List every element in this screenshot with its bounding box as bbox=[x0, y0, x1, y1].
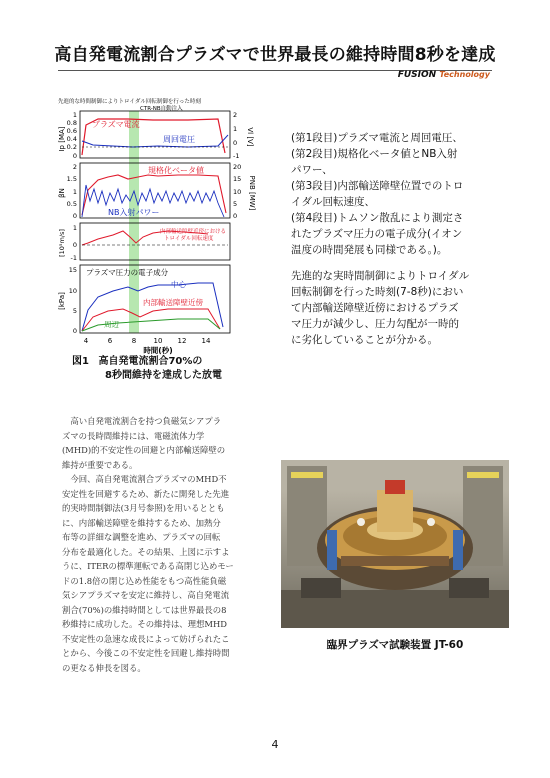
body-line: 不安定性の急速な成長によって妨げられたこ bbox=[62, 633, 230, 644]
series-label-nb-power: NB入射パワー bbox=[108, 208, 160, 217]
figure-explanation bbox=[291, 268, 501, 348]
body-line: ズマの長時間維持には、電磁流体力学 bbox=[62, 430, 205, 441]
panel-1-ylabel-right: Vl [V] bbox=[246, 127, 254, 147]
body-text bbox=[62, 414, 262, 675]
body-line: 維持が重要である。 bbox=[62, 459, 138, 470]
x-axis-label: 時間(秒) bbox=[143, 346, 173, 355]
body-line: 分布を最適化した。その結果、上図に示すよ bbox=[62, 546, 230, 557]
explanation-line: 先進的な実時間制御によりトロイダル bbox=[291, 270, 470, 282]
series-label-rotation-2: トロイダル回転速度 bbox=[164, 236, 214, 242]
p2-ytick-right: 15 bbox=[233, 175, 242, 183]
brand-technology: Technology bbox=[439, 70, 490, 79]
pressure-edge-line bbox=[82, 319, 220, 331]
note-line: (第3段目)内部輸送障壁位置でのトロ bbox=[291, 180, 464, 192]
panel-1-ylabel: Ip [MA] bbox=[58, 126, 66, 152]
p4-ytick: 10 bbox=[68, 287, 77, 295]
body-line: 安定性を回避するため、新たに開発した先進 bbox=[62, 488, 230, 499]
series-label-plasma-current: プラズマ電流 bbox=[92, 120, 140, 129]
body-line: 布等の詳細な調整を進め、プラズマの回転 bbox=[62, 532, 221, 542]
x-tick: 8 bbox=[131, 337, 137, 345]
loop-voltage-line bbox=[82, 135, 228, 147]
explanation-line: て内部輸送障壁近傍におけるプラズ bbox=[291, 302, 459, 314]
control-period-band bbox=[129, 111, 139, 333]
x-tick: 10 bbox=[153, 337, 163, 345]
caption-line-2: 8秒間維持を達成した放電 bbox=[105, 370, 222, 381]
page-title: 高自発電流割合プラズマで世界最長の維持時間8秒を達成 bbox=[54, 45, 496, 65]
body-line: 今回、高自発電流割合プラズマのMHD不 bbox=[62, 474, 227, 484]
body-line: 割合(70%)の維持時間としては世界最長の8 bbox=[62, 604, 227, 615]
note-line: パワー、 bbox=[291, 164, 333, 176]
p1-ytick: 0.2 bbox=[66, 143, 77, 151]
panel-1-frame bbox=[80, 111, 230, 158]
body-line: 気シアプラズマを安定に維持し、高自発電流 bbox=[62, 590, 230, 600]
series-label-center: 中心 bbox=[171, 280, 186, 289]
note-line: (第1段目)プラズマ電流と周回電圧、 bbox=[291, 132, 463, 144]
brand-fusion: FUSION bbox=[397, 70, 437, 80]
series-label-edge: 周辺 bbox=[104, 320, 119, 329]
body-line: 的実時間制御法(3月号参照)を用いるととも bbox=[62, 503, 225, 513]
panel-2-ylabel: βN bbox=[58, 188, 66, 198]
p2-ytick-right: 0 bbox=[233, 212, 238, 220]
body-line: の更なる伸長を図る。 bbox=[62, 662, 146, 673]
p2-ytick-right: 20 bbox=[233, 163, 242, 171]
figure-plot bbox=[58, 105, 258, 355]
series-label-loop-voltage: 周回電圧 bbox=[163, 135, 195, 144]
p4-ytick: 5 bbox=[72, 307, 77, 315]
series-label-itb: 内部輸送障壁近傍 bbox=[143, 298, 203, 307]
note-line: イダル回転速度、 bbox=[291, 196, 375, 208]
series-label-rotation-1: 内部輸送障壁近傍における bbox=[160, 229, 227, 235]
figure-1 bbox=[58, 97, 258, 372]
panel-4-title: プラズマ圧力の電子成分 bbox=[86, 268, 169, 277]
jt60-photo bbox=[281, 460, 509, 628]
x-tick: 6 bbox=[107, 337, 113, 345]
p2-ytick: 1.5 bbox=[66, 175, 77, 183]
body-line: に、内部輸送障壁を維持するため、加熱分 bbox=[62, 517, 221, 528]
x-tick: 12 bbox=[177, 337, 187, 345]
body-line: (MHD)的不安定性の回避と内部輸送障壁の bbox=[62, 445, 226, 455]
panel-2-ylabel-right: PNB [MW] bbox=[248, 175, 256, 211]
p2-ytick: 0 bbox=[72, 212, 77, 220]
note-line: 温度の時間発展も同様である。)。 bbox=[291, 244, 448, 256]
brand-logo bbox=[398, 70, 490, 80]
p1-ytick-right: 2 bbox=[233, 111, 238, 119]
p1-ytick-right: 0 bbox=[233, 139, 238, 147]
body-line: 高い自発電流割合を持つ負磁気シアプラ bbox=[62, 416, 222, 426]
pressure-itb-line bbox=[82, 309, 220, 331]
body-line: ドの1.8倍の閉じ込め性能をもつ高性能負磁 bbox=[62, 575, 227, 586]
caption-line-1: 高自発電流割合70%の bbox=[98, 356, 203, 367]
panel-3-ylabel: [10⁵m/s] bbox=[58, 229, 66, 257]
x-tick: 14 bbox=[201, 337, 211, 345]
figure-header: 先進的な時間制御によりトロイダル回転制御を行った時刻 bbox=[58, 99, 201, 105]
p1-ytick: 0 bbox=[72, 152, 77, 160]
series-label-beta-n: 規格化ベータ値 bbox=[148, 166, 204, 175]
p1-ytick-right: -1 bbox=[233, 152, 240, 160]
p1-ytick-right: 1 bbox=[233, 125, 238, 133]
explanation-line: 回転制御を行った時刻(7-8秒)におい bbox=[291, 286, 464, 298]
p2-ytick: 0.5 bbox=[66, 200, 77, 208]
explanation-line: マ圧力が減少し、圧力勾配が一時的 bbox=[291, 318, 459, 330]
x-tick: 4 bbox=[83, 337, 89, 345]
p2-ytick: 2 bbox=[72, 163, 77, 171]
figure-caption bbox=[72, 355, 222, 383]
panel-4-ylabel: [kPa] bbox=[58, 292, 66, 310]
p3-ytick: 0 bbox=[72, 241, 77, 249]
p2-ytick: 1 bbox=[72, 188, 77, 196]
p1-ytick: 0.4 bbox=[66, 135, 77, 143]
explanation-line: に劣化していることが分かる。 bbox=[291, 334, 438, 346]
note-line: れたプラズマ圧力の電子成分(イオン bbox=[291, 228, 463, 240]
p4-ytick: 0 bbox=[72, 327, 77, 335]
p1-ytick: 1 bbox=[72, 111, 77, 119]
note-line: (第2段目)規格化ベータ値とNB入射 bbox=[291, 148, 458, 160]
body-line: うに、ITERの標準運転である高閉じ込めモー bbox=[62, 561, 234, 571]
caption-number: 図1 bbox=[72, 356, 89, 367]
p3-ytick: 1 bbox=[72, 224, 77, 232]
p1-ytick: 0.8 bbox=[66, 119, 77, 127]
body-line: 秒維持に成功した。その維持は、理想MHD bbox=[62, 619, 227, 629]
p1-ytick: 0.6 bbox=[66, 127, 77, 135]
photo-caption: 臨界プラズマ試験装置 JT-60 bbox=[326, 639, 464, 651]
figure-notes bbox=[291, 130, 501, 258]
body-line: とから、今後この不安定性を回避し維持時間 bbox=[62, 648, 230, 658]
p3-ytick: -1 bbox=[70, 254, 77, 262]
note-line: (第4段目)トムソン散乱により測定さ bbox=[291, 212, 464, 224]
p4-ytick: 15 bbox=[68, 266, 77, 274]
p2-ytick-right: 10 bbox=[233, 188, 242, 196]
p2-ytick-right: 5 bbox=[233, 200, 238, 208]
ctr-nb-label: CTR-NB自動注入 bbox=[140, 106, 183, 112]
page-number: 4 bbox=[271, 738, 279, 751]
